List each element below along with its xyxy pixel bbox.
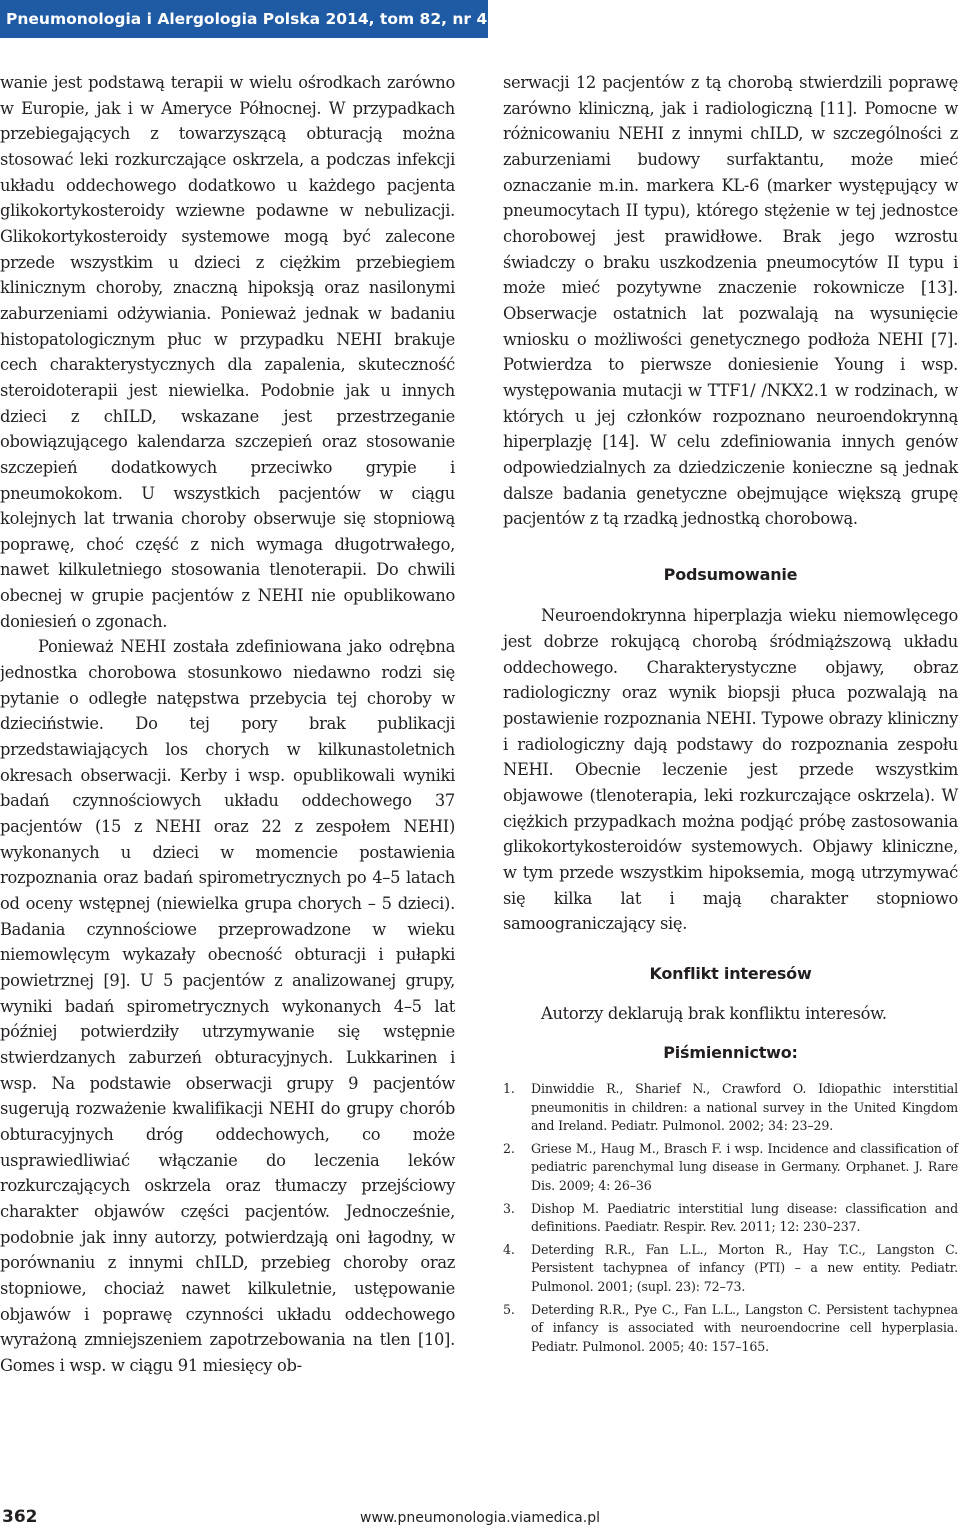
reference-item bbox=[503, 1301, 958, 1357]
body-paragraph: Ponieważ NEHI została zdefiniowana jako odrębna jednostka chorobowa stosunkowo niedawno rodzi się pytanie o odległe natępstwa przebycia tej choroby w dzieciństwie. Do tej pory brak publikacji przedstawiających los chorych w kilkunastoletnich okresach obserwacji. Kerby i wsp. opublikowali wyniki badań czynnościowych układu oddechowego 37 pacjentów (15 z NEHI oraz 22 z zespołem NEHI) wykonanych u dzieci w momencie postawienia rozpoznania oraz badań spirometrycznych po 4–5 latach od oceny wstępnej (niewielka grupa chorych – 5 dzieci). Badania czynnościowe przeprowadzone w wieku niemowlęcym wykazały obecność obturacji i pułapki powietrznej [9]. U 5 pacjentów z analizowanej grupy, wyniki badań spirometrycznych wykonanych 4–5 lat później potwierdziły utrzymywanie się wstępnie stwierdzanych zaburzeń obturacyjnych. Lukkarinen i wsp. Na podstawie obserwacji grupy 9 pacjentów sugerują rozważenie kwalifikacji NEHI do grupy chorób obturacyjnych dróg oddechowych, co może usprawiedliwiać włączanie do leczenia leków rozkurczających oskrzela oraz tłumaczy przejściowy charakter objawów części pacjentów. Jednocześnie, podobnie jak inny autorzy, potwierdzają oni łagodny, w porównaniu z innymi chILD, przebieg choroby oraz stopniowe, chociaż nawet kilkuletnie, ustępowanie objawów i poprawę czynności układu oddechowego wyrażoną zmniejszeniem zapotrzebowania na tlen [10]. Gomes i wsp. w ciągu 91 miesięcy ob- bbox=[0, 637, 455, 1375]
body-paragraph: wanie jest podstawą terapii w wielu ośrodkach zarówno w Europie, jak i w Ameryce Północnej. W przypadkach przebiegających z towarzyszącą obturacją można stosować leki rozkurczające oskrzela, a podczas infekcji układu oddechowego dodatkowo u każdego pacjenta glikokortykosteroidy wziewne podawne w nebulizacji. Glikokortykosteroidy systemowe mogą być zalecone przede wszystkim u dzieci z ciężkim przebiegiem klinicznym choroby, znaczną hipoksją oraz nasilonymi zaburzeniami odżywiania. Ponieważ jednak w badaniu histopatologicznym płuc w przypadku NEHI brakuje cech charakterystycznych dla zapalenia, skuteczność steroidoterapii jest niewielka. Podobnie jak u innych dzieci z chILD, wskazane jest przestrzeganie obowiązującego kalendarza szczepień oraz stosowanie szczepień dodatkowych przeciwko grypie i pneumokokom. U wszystkich pacjentów w ciągu kolejnych lat trwania choroby obserwuje się stopniową poprawę, choć część z nich wymaga długotrwałego, nawet kilkuletniego stosowania tlenoterapii. Do chwili obecnej w grupie pacjentów z NEHI nie opublikowano doniesień o zgonach. bbox=[0, 73, 455, 631]
page-number: 362 bbox=[2, 1507, 38, 1527]
body-paragraph-continuation: serwacji 12 pacjentów z tą chorobą stwierdzili poprawę zarówno kliniczną, jak i radiologiczną [11]. Pomocne w różnicowaniu NEHI z innymi chILD, w szczególności z zaburzeniami budowy surfaktantu, może mieć oznaczanie m.in. markera KL-6 (marker występujący w pneumocytach II typu), którego stężenie w tej jednostce chorobowej jest prawidłowe. Brak jego wzrostu świadczy o braku uszkodzenia pneumocytów II typu i może mieć pozytywne znaczenie rokownicze [13]. Obserwacje ostatnich lat pozwalają na wysunięcie wniosku o możliwości genetycznego podłoża NEHI [7]. Potwierdza to pierwsze doniesienie Young i wsp. występowania mutacji w TTF1/ /NKX2.1 w rodzinach, w których u jej członków rozpoznano neuroendokrynną hiperplazję [14]. W celu zdefiniowania innych genów odpowiedzialnych za dziedziczenie konieczne są jednak dalsze badania genetyczne obejmujące większą grupę pacjentów z tą rzadką jednostką chorobową. bbox=[503, 73, 958, 529]
conflict-paragraph: Autorzy deklarują brak konfliktu interesów. bbox=[541, 1003, 887, 1023]
journal-header-bar bbox=[0, 0, 633, 38]
reference-item bbox=[503, 1241, 958, 1297]
reference-number: 1. bbox=[503, 1080, 515, 1096]
reference-text: Dishop M. Paediatric interstitial lung disease: classification and definitions. Paediatr. Respir. Rev. 2011; 12: 230–237. bbox=[531, 1200, 958, 1235]
references-list bbox=[503, 1080, 958, 1356]
reference-number: 5. bbox=[503, 1301, 515, 1317]
left-column bbox=[0, 70, 455, 1378]
reference-number: 4. bbox=[503, 1241, 515, 1257]
summary-heading: Podsumowanie bbox=[663, 564, 798, 584]
reference-text: Griese M., Haug M., Brasch F. i wsp. Incidence and classification of pediatric parenchymal lung disease in Germany. Orphanet. J. Rare Dis. 2009; 4: 26–36 bbox=[531, 1140, 958, 1193]
reference-text: Deterding R.R., Fan L.L., Morton R., Hay T.C., Langston C. Persistent tachypnea of infancy (PTI) – a new entity. Pediatr. Pulmonol. 2001; (supl. 23): 72–73. bbox=[531, 1241, 958, 1294]
reference-text: Deterding R.R., Pye C., Fan L.L., Langston C. Persistent tachypnea of infancy is associated with neuroendocrine cell hyperplasia. Pediatr. Pulmonol. 2005; 40: 157–165. bbox=[531, 1301, 958, 1354]
summary-paragraph: Neuroendokrynna hiperplazja wieku niemowlęcego jest dobrze rokującą chorobą śródmiąższową układu oddechowego. Charakterystyczne objawy, obraz radiologiczny oraz wynik biopsji płuca pozwalają na postawienie rozpoznania NEHI. Typowe obrazy kliniczny i radiologiczny dają podstawy do rozpoznania zespołu NEHI. Obecnie leczenie jest przede wszystkim objawowe (tlenoterapia, leki rozkurczające oskrzela). W ciężkich przypadkach można podjąć próbę zastosowania glikokortykosteroidów systemowych. Objawy kliniczne, w tym przede wszystkim hipoksemia, mogą utrzymywać się kilka lat i mają charakter stopniowo samoograniczający się. bbox=[503, 606, 958, 934]
reference-item bbox=[503, 1200, 958, 1237]
reference-number: 3. bbox=[503, 1200, 515, 1216]
reference-item bbox=[503, 1140, 958, 1196]
reference-item bbox=[503, 1080, 958, 1136]
journal-header-text: Pneumonologia i Alergologia Polska 2014, tom 82, nr 4, strony 358–363 bbox=[6, 10, 633, 28]
reference-number: 2. bbox=[503, 1140, 515, 1156]
reference-text: Dinwiddie R., Sharief N., Crawford O. Idiopathic interstitial pneumonitis in children: a national survey in the United Kingdom and Ireland. Pediatr. Pulmonol. 2002; 34: 23–29. bbox=[531, 1080, 958, 1134]
conflict-heading: Konflikt interesów bbox=[649, 964, 812, 983]
footer-url: www.pneumonologia.viamedica.pl bbox=[360, 1510, 600, 1526]
right-column bbox=[503, 70, 958, 1360]
references-heading: Piśmiennictwo: bbox=[663, 1043, 798, 1063]
